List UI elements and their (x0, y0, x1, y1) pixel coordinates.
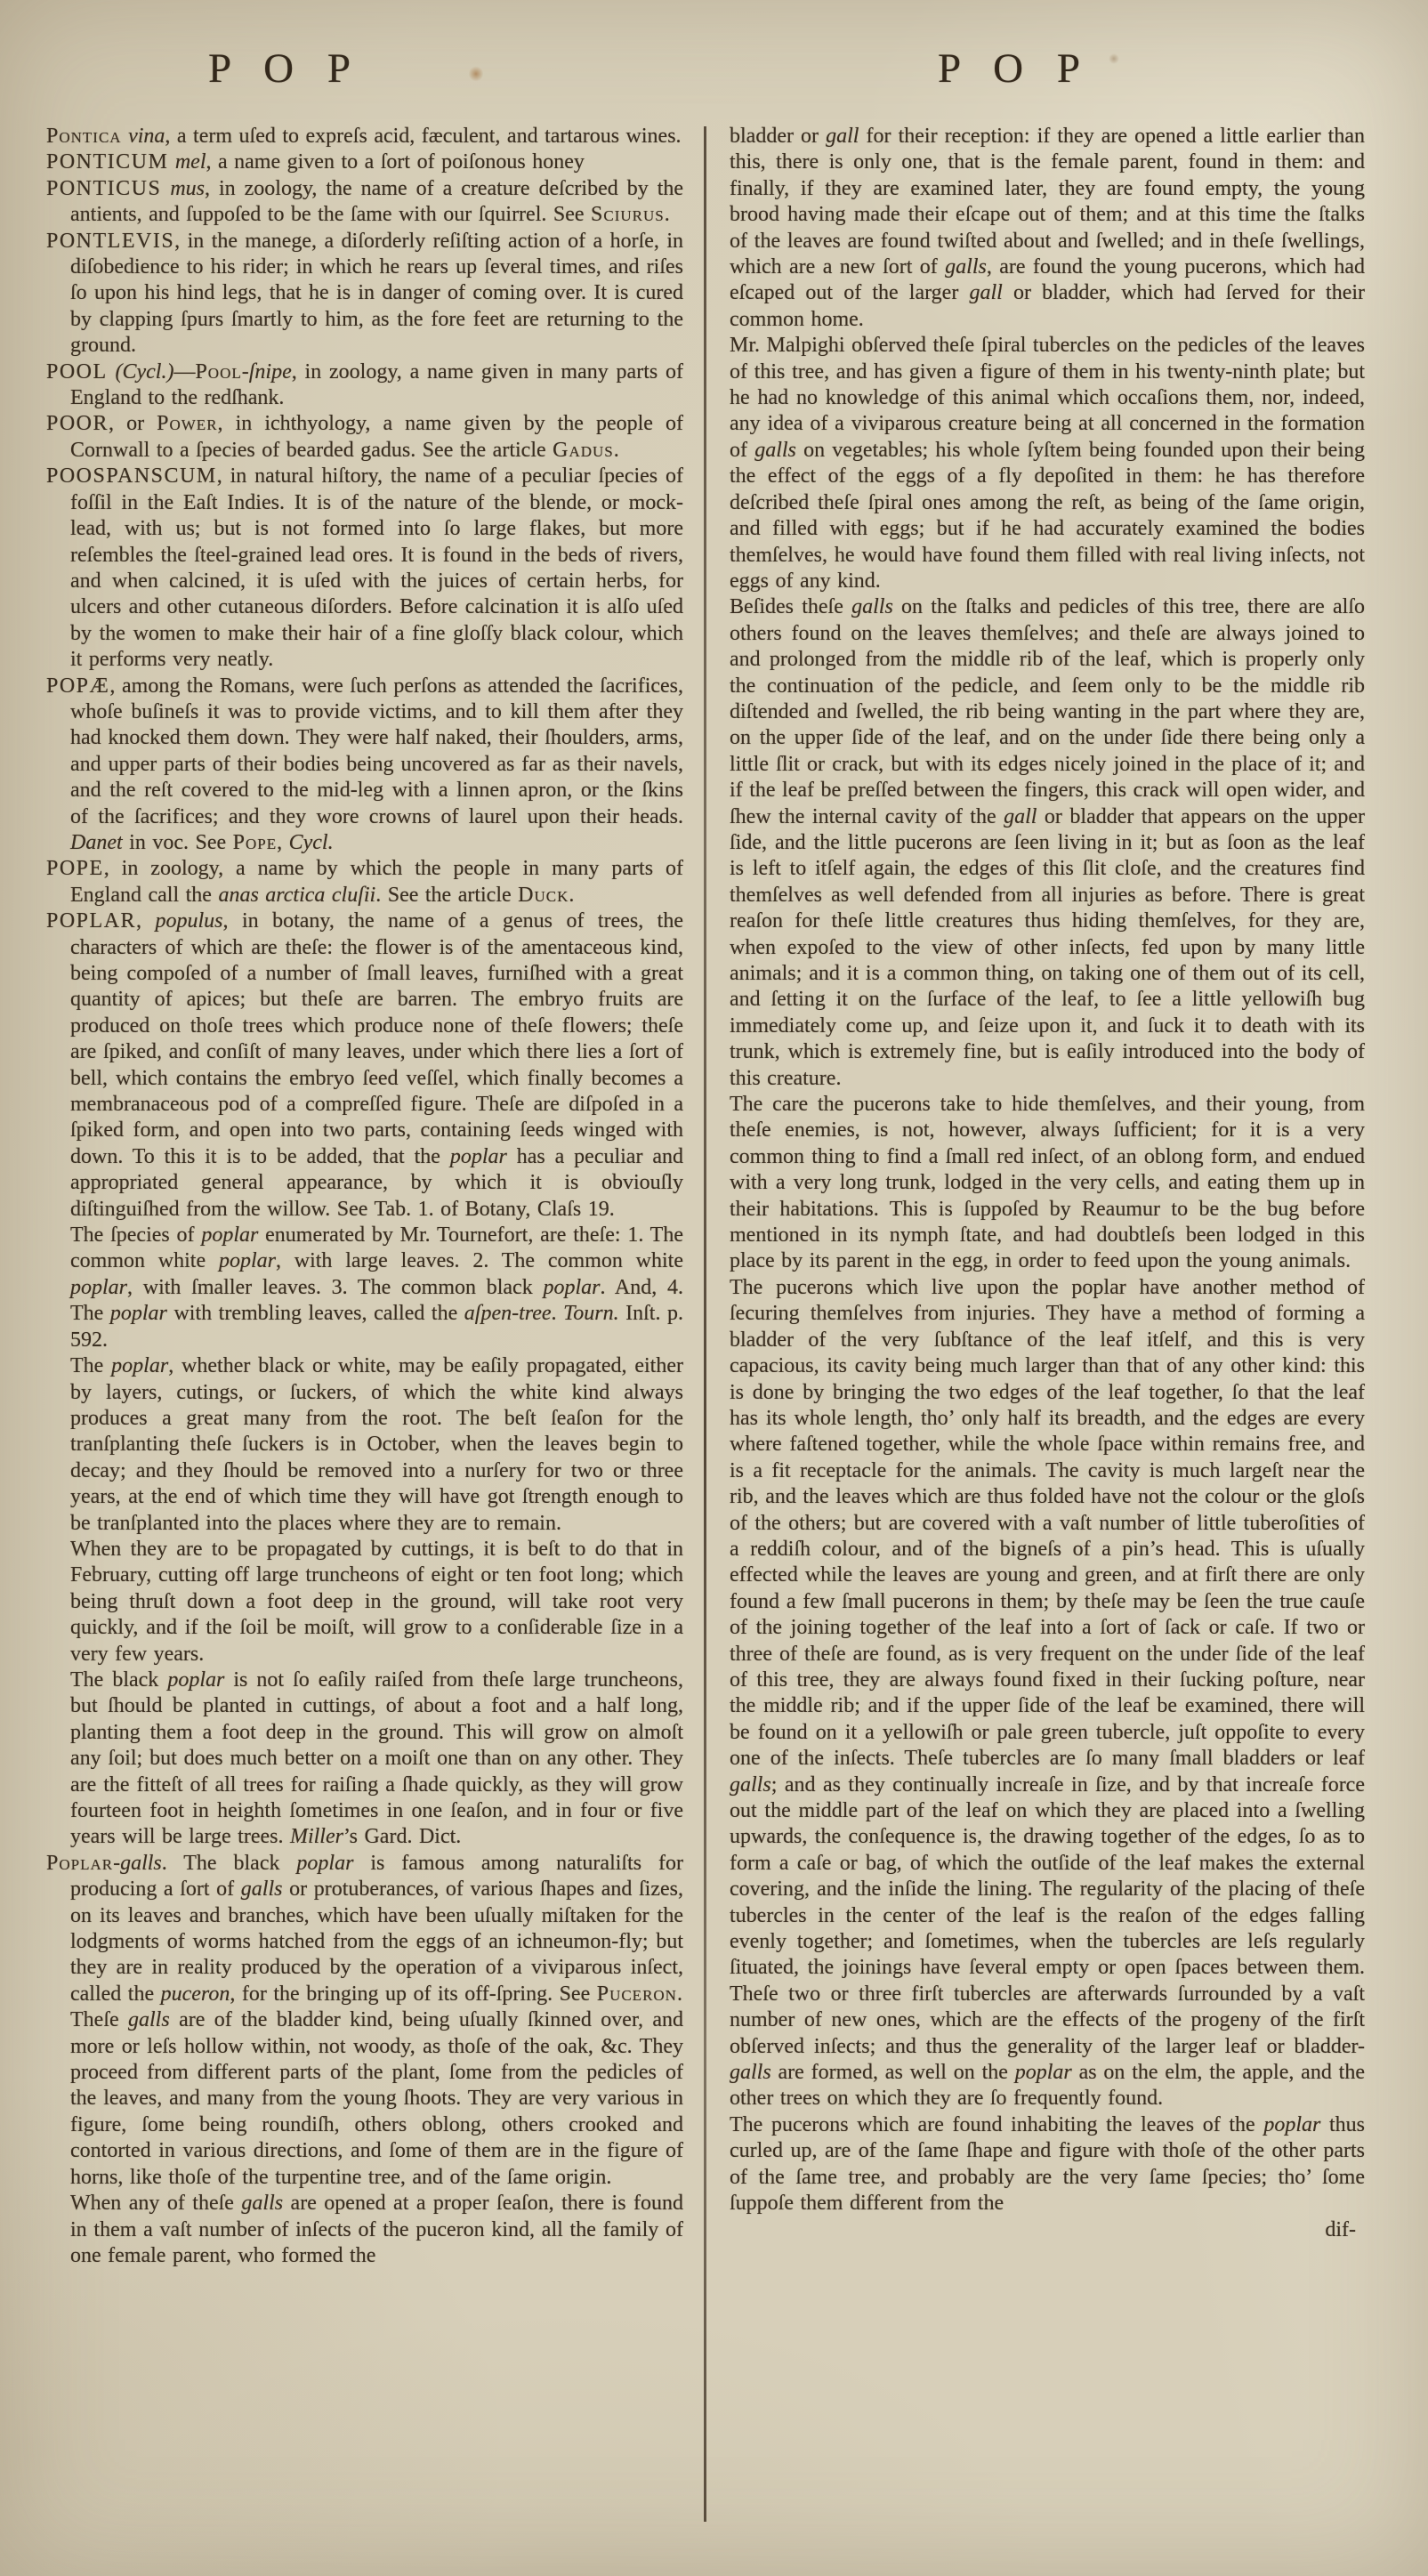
paragraph: When they are to be propagated by cuttings, it is beſt to do that in February, cutting off large truncheons of eight or ten foot long; which being thruſt down a foot deep in the ground, will take root very quickly, and if the ſoil be moiſt, will grow to a conſiderable ſize in a very few years. (70, 1537, 683, 1666)
dictionary-entry: POOL (Cycl.)—Pool-ſnipe, in zoology, a name given in many parts of England to the redſhank. (46, 359, 683, 410)
paragraph: bladder or gall for their reception: if they are opened a little earlier than this, there is only one, that is the female parent, found in them: and finally, if they are examined later, they are found empty, the young brood having made their eſcape out of them; and at this time the ſtalks of the leaves are found twiſted about and ſwelled; and in theſe ſwellings, which are a new ſort of galls, are found the young pucerons, which had eſcaped out of the larger gall or bladder, which had ſerved for their common home. (730, 125, 1366, 331)
paragraph: The pucerons which are found inhabiting the leaves of the poplar thus curled up, are of the ſame ſhape and figure with thoſe of the other parts of the ſame tree, and probably are the very ſame ſpecies; tho’ ſome ſuppoſe them different from the (730, 2112, 1366, 2216)
dictionary-entry: POOSPANSCUM, in natural hiſtory, the name of a peculiar ſpecies of foſſil in the Eaſt Indies. It is of the nature of the blende, or mock-lead, with us; but is not formed into ſo large flakes, but more reſembles the ſteel-grained lead ores. It is found in the beds of rivers, and when calcined, it is uſed with the juices of certain herbs, for ulcers and other cutaneous diſorders. Before calcination it is alſo uſed by the women to make their hair of a fine gloſſy black colour, which it performs very neatly. (46, 464, 683, 672)
paragraph: The poplar, whether black or white, may be eaſily propagated, either by layers, cutings, or ſuckers, of which the white kind always produces a great many from the root. The beſt ſeaſon for the tranſplanting theſe ſuckers is in October, when the leaves begin to decay; and they ſhould be removed into a nurſery for two or three years, at the end of which time they will have got ſtrength enough to be tranſplanted into the places where they are to remain. (70, 1354, 683, 1535)
dictionary-entry: POOR, or Power, in ichthyology, a name given by the people of Cornwall to a ſpecies of bearded gadus. See the article Gadus. (46, 412, 684, 462)
text-column-right (730, 124, 1365, 2243)
paragraph: The pucerons which live upon the poplar have another method of ſecuring themſelves from injuries. They have a method of forming a bladder of the very ſubſtance of the leaf itſelf, and this is very capacious, its cavity being much larger than that of any other kind: this is done by bringing the two edges of the leaf together, ſo that the leaf has its whole length, tho’ only half its breadth, and the edges are every where faſtened together, while the whole ſpace within remains free, and is a fit receptacle for the animals. The cavity is much largeſt near the rib, and the leaves which are thus folded have not the colour or the gloſs of the others; but are covered with a vaſt number of little tuberoſities of a reddiſh colour, and of the bigneſs of a pin’s head. This is uſually effected while the leaves are young and green, and at firſt there are only found a few ſmall pucerons in them; by theſe may be ſeen the true cauſe of the joining together of the leaf into a ſort of ſack or caſe. If two or three of theſe are found, as is very frequent on the under ſide of the leaf of this tree, they are always found fixed in their ſucking poſture, near the middle rib; and if the upper ſide of the leaf be examined, there will be found on it a yellowiſh or pale green tubercle, juſt oppoſite to every one of the inſects. Theſe tubercles are ſo many ſmall bladders or leaf galls; and as they continually increaſe in ſize, and by that increaſe force out the middle part of the leaf on which they are placed into a ſwelling upwards, the conſequence is, the drawing together of the edges, ſo as to form a caſe or bag, of which the outſide of the leaf makes the external covering, and the inſide the lining. The regularity of the placing of theſe tubercles in the center of the leaf is the reaſon of the edges falling evenly together; and ſometimes, when the tubercles are leſs regularly ſituated, the joinings have ſeveral empty or open ſpaces between them. Theſe two or three firſt tubercles are afterwards ſurrounded by a vaſt number of new ones, which are the effects of the progeny of the firſt obſerved inſects; and thus the generality of the larger leaf or bladder-galls are formed, as well on the poplar as on the elm, the apple, and the other trees on which they are ſo frequently found. (730, 1275, 1365, 2111)
paper-stain (469, 66, 483, 82)
text-column-left (46, 124, 683, 2269)
dictionary-entry: PONTLEVIS, in the manege, a diſorderly reſiſting action of a horſe, in diſobedience to his rider; in which he rears up ſeveral times, and riſes ſo upon his hind legs, that he is in danger of coming over. It is cured by clapping ſpurs ſmartly to him, as the fore feet are returning to the ground. (46, 229, 683, 358)
paragraph: When any of theſe galls are opened at a proper ſeaſon, there is found in them a vaſt number of inſects of the puceron kind, all the family of one female parent, who formed the (70, 2192, 683, 2267)
paragraph: The ſpecies of poplar enumerated by Mr. Tournefort, are theſe: 1. The common white poplar, with large leaves. 2. The common white poplar, with ſmaller leaves. 3. The common black poplar. And, 4. The poplar with trembling leaves, called the aſpen-tree. Tourn. Inſt. p. 592. (70, 1223, 684, 1352)
running-head-left: P O P (208, 45, 361, 92)
running-head-right: P O P (938, 45, 1091, 92)
dictionary-entry: Poplar-galls. The black poplar is famous among naturaliſts for producing a ſort of galls or protuberances, of various ſhapes and ſizes, on its leaves and branches, which have been uſually miſtaken for the lodgments of worms hatched from the eggs of an ichneumon-fly; but they are in reality produced by the operation of a viviparous inſect, called the puceron, for the bringing up of its off-ſpring. See Puceron. (46, 1851, 683, 2006)
dictionary-entry: POPÆ, among the Romans, were ſuch perſons as attended the ſacrifices, whoſe buſineſs it was to provide victims, and to kill them after they had knocked them down. They were half naked, their ſhoulders, arms, and upper parts of their bodies being uncovered as far as their navels, and the reſt covered to the mid-leg with a linnen apron, or the ſkins of the ſacrifices; and they wore crowns of laurel upon their heads. Danet in voc. See Pope, Cycl. (46, 674, 683, 854)
paragraph: Mr. Malpighi obſerved theſe ſpiral tubercles on the pedicles of the leaves of this tree, and has given a figure of them in his twenty-ninth plate; but he had no knowledge of this animal which occaſions them, nor, indeed, any idea of a viviparous creature being at all concerned in the formation of galls on vegetables; his whole ſyſtem being founded upon their being the effect of the eggs of a fly depoſited in them: he has therefore deſcribed theſe ſpiral ones among the reſt, as being of the ſame origin, and filled with eggs; but if he had accurately examined the bodies themſelves, he would have found them filled with real living inſects, not eggs of any kind. (730, 334, 1365, 593)
dictionary-entry: POPE, in zoology, a name by which the people in many parts of England call the anas arctica cluſii. See the article Duck. (46, 857, 683, 907)
catchword: dif- (1325, 2217, 1356, 2241)
dictionary-entry: PONTICUM mel, a name given to a ſort of poiſonous honey (46, 150, 585, 174)
paragraph: The care the pucerons take to hide themſelves, and their young, from theſe enemies, is not, however, always ſufficient; for it is a very common thing to find a ſmall red inſect, of an oblong form, and endued with a very long trunk, lodged in the very cells, and eating them up in their habitations. This is ſuppoſed by Reaumur to be the bug before mentioned in its nymph ſtate, and had doubtleſs been lodged in this place by its parent in the egg, in order to feed upon the young animals. (730, 1093, 1365, 1273)
paragraph: The black poplar is not ſo eaſily raiſed from theſe large truncheons, but ſhould be planted in cuttings, of about a foot and a half long, planting them a foot deep in the ground. This will grow on almoſt any ſoil; but does much better on a moiſt one than on any other. They are the fitteſt of all trees for raiſing a ſhade quickly, as they will grow fourteen foot in heighth ſometimes in one ſeaſon, and in four or five years will be large trees. Miller’s Gard. Dict. (70, 1668, 683, 1849)
dictionary-entry: Pontica vina, a term uſed to expreſs acid, fæculent, and tartarous wines. (46, 125, 682, 148)
paragraph: Beſides theſe galls on the ſtalks and pedicles of this tree, there are alſo others found on the leaves themſelves; and theſe are always joined to and prolonged from the middle rib of the leaf, which is properly only the continuation of the pedicle, and ſeem only to be the middle rib diſtended and ſwelled, the rib being wanting in the part where they are, on the upper ſide of the leaf, and on the under ſide there being only a little ſlit or crack, but with its edges nicely joined in the place of it; and if the leaf be preſſed between the fingers, this crack will open wider, and ſhew the internal cavity of the gall or bladder that appears on the upper ſide, and the little pucerons are ſeen living in it; but as ſoon as the leaf is left to itſelf again, the edges of this ſlit cloſe, and the creatures find themſelves as well defended from all injuries as before. There is great reaſon for theſe little creatures thus hiding themſelves, for they are, when expoſed to the view of other inſects, fed upon by many little animals; and it is a common thing, on taking one of them out of its cell, and ſetting it on the ſurface of the leaf, to ſee a little yellowiſh bug immediately come up, and ſeize upon it, and ſuck it to death with its trunk, which is extremely fine, but is eaſily introduced into the body of this creature. (730, 595, 1366, 1090)
dictionary-entry: PONTICUS mus, in zoology, the name of a creature deſcribed by the antients, and ſuppoſed to be the ſame with our ſquirrel. See Sciurus. (46, 176, 684, 227)
dictionary-entry: POPLAR, populus, in botany, the name of a genus of trees, the characters of which are theſe: the flower is of the amentaceous kind, being compoſed of a number of ſmall leaves, furniſhed with a great quantity of apices; but theſe are barren. The embryo fruits are produced on thoſe trees which produce none of theſe flowers; theſe are ſpiked, and conſiſt of many leaves, under which there lies a ſort of bell, which contains the embryo ſeed veſſel, which finally becomes a membranaceous pod of a compreſſed figure. Theſe are diſpoſed in a ſpiked form, and open into two parts, containing ſeeds winged with down. To this it is to be added, that the poplar has a peculiar and appropriated general appearance, by which it is obviouſly diſtinguiſhed from the willow. See Tab. 1. of Botany, Claſs 19. (46, 909, 683, 1221)
paragraph: Theſe galls are of the bladder kind, being uſually ſkinned over, and more or leſs hollow within, not woody, as thoſe of the oak, &c. They proceed from different parts of the plant, ſome from the pedicles of the leaves, and many from the young ſhoots. They are very various in figure, ſome being roundiſh, others oblong, others crooked and contorted in various directions, and ſome of them are in the figure of horns, like thoſe of the turpentine tree, and of the ſame origin. (70, 2008, 683, 2189)
column-divider-rule (704, 126, 706, 2522)
